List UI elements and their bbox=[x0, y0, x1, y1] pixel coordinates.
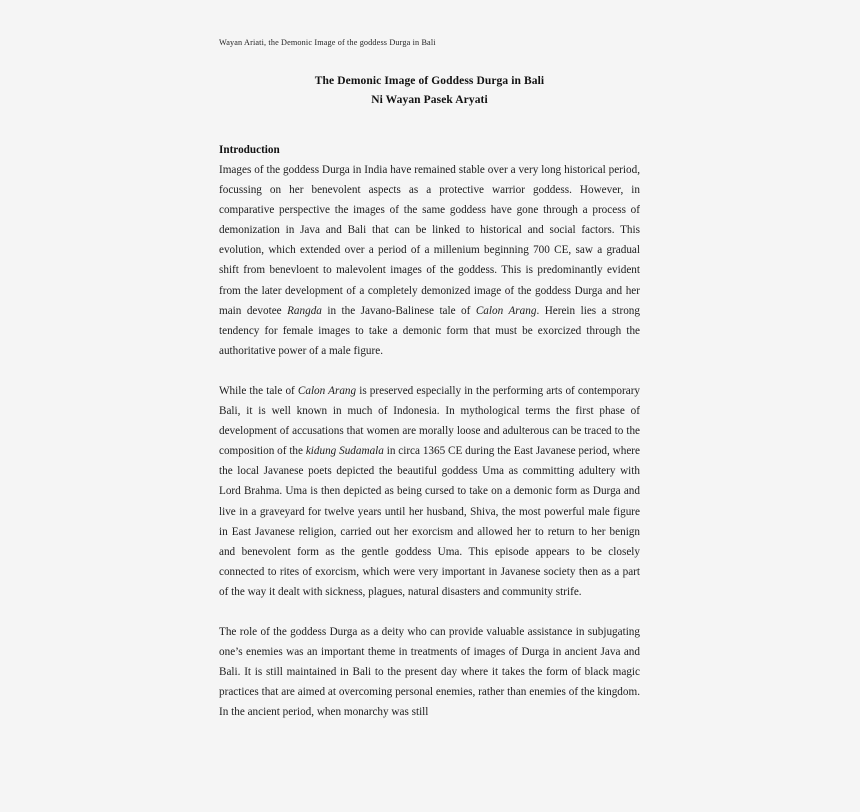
document-text-column bbox=[219, 0, 640, 722]
text-run: is preserved especially in the performing arts of contemporary Bali, it is well known in much of Indonesia. In mythological terms the first phase of development of accusations that women are morally loose and adulterous can be traced to the composition of the bbox=[219, 384, 641, 458]
italic-term: Calon Arang bbox=[475, 304, 537, 317]
title-block bbox=[219, 72, 640, 110]
italic-term: Rangda bbox=[287, 304, 322, 317]
paragraph-2 bbox=[219, 381, 640, 602]
author-name: Ni Wayan Pasek Aryati bbox=[371, 94, 488, 106]
section-heading-introduction: Introduction bbox=[219, 144, 280, 156]
paragraph-3 bbox=[219, 622, 640, 722]
italic-term: kidung Sudamala bbox=[305, 445, 384, 458]
page-title: The Demonic Image of Goddess Durga in Bali bbox=[314, 75, 545, 87]
text-run: in circa 1365 CE during the East Javanese period, where the local Javanese poets depicted the beautiful goddess Uma as committing adultery with Lord Brahma. Uma is then depicted as being cursed to take on a demonic form as Durga and live in a graveyard for twelve years until her husband, Shiva, the most powerful male figure in East Javanese religion, carried out her exorcism and allowed her to return to her benign and benevolent form as the gentle goddess Uma. This episode appears to be closely connected to rites of exorcism, which were very important in Javanese society then as a part of the way it dealt with sickness, plagues, natural disasters and community strife. bbox=[219, 445, 640, 598]
paragraph-1 bbox=[219, 160, 640, 361]
italic-term: Calon Arang bbox=[297, 384, 357, 397]
running-head: Wayan Ariati, the Demonic Image of the goddess Durga in Bali bbox=[219, 38, 436, 47]
text-run: While the tale of bbox=[219, 384, 298, 397]
text-run: The role of the goddess Durga as a deity who can provide valuable assistance in subjugating one’s enemies was an important theme in treatments of images of Durga in ancient Java and Bali. It is still maintained in Bali to the present day where it takes the form of black magic practices that are aimed at overcoming personal enemies, rather than enemies of the kingdom. In the ancient period, when monarchy was still bbox=[219, 625, 640, 719]
text-run: . Herein lies a strong tendency for female images to take a demonic form that must be exorcized through the authoritative power of a male figure. bbox=[219, 304, 640, 357]
text-run: Images of the goddess Durga in India have remained stable over a very long historical period, focussing on her benevolent aspects as a protective warrior goddess. However, in comparative perspective the images of the same goddess have gone through a process of demonization in Java and Bali that can be linked to historical and social factors. This evolution, which extended over a period of a millenium beginning 700 CE, saw a gradual shift from benevloent to malevolent images of the goddess. This is predominantly evident from the later development of a completely demonized image of the goddess Durga and her main devotee bbox=[219, 164, 640, 317]
text-run: in the Javano-Balinese tale of bbox=[321, 304, 476, 317]
